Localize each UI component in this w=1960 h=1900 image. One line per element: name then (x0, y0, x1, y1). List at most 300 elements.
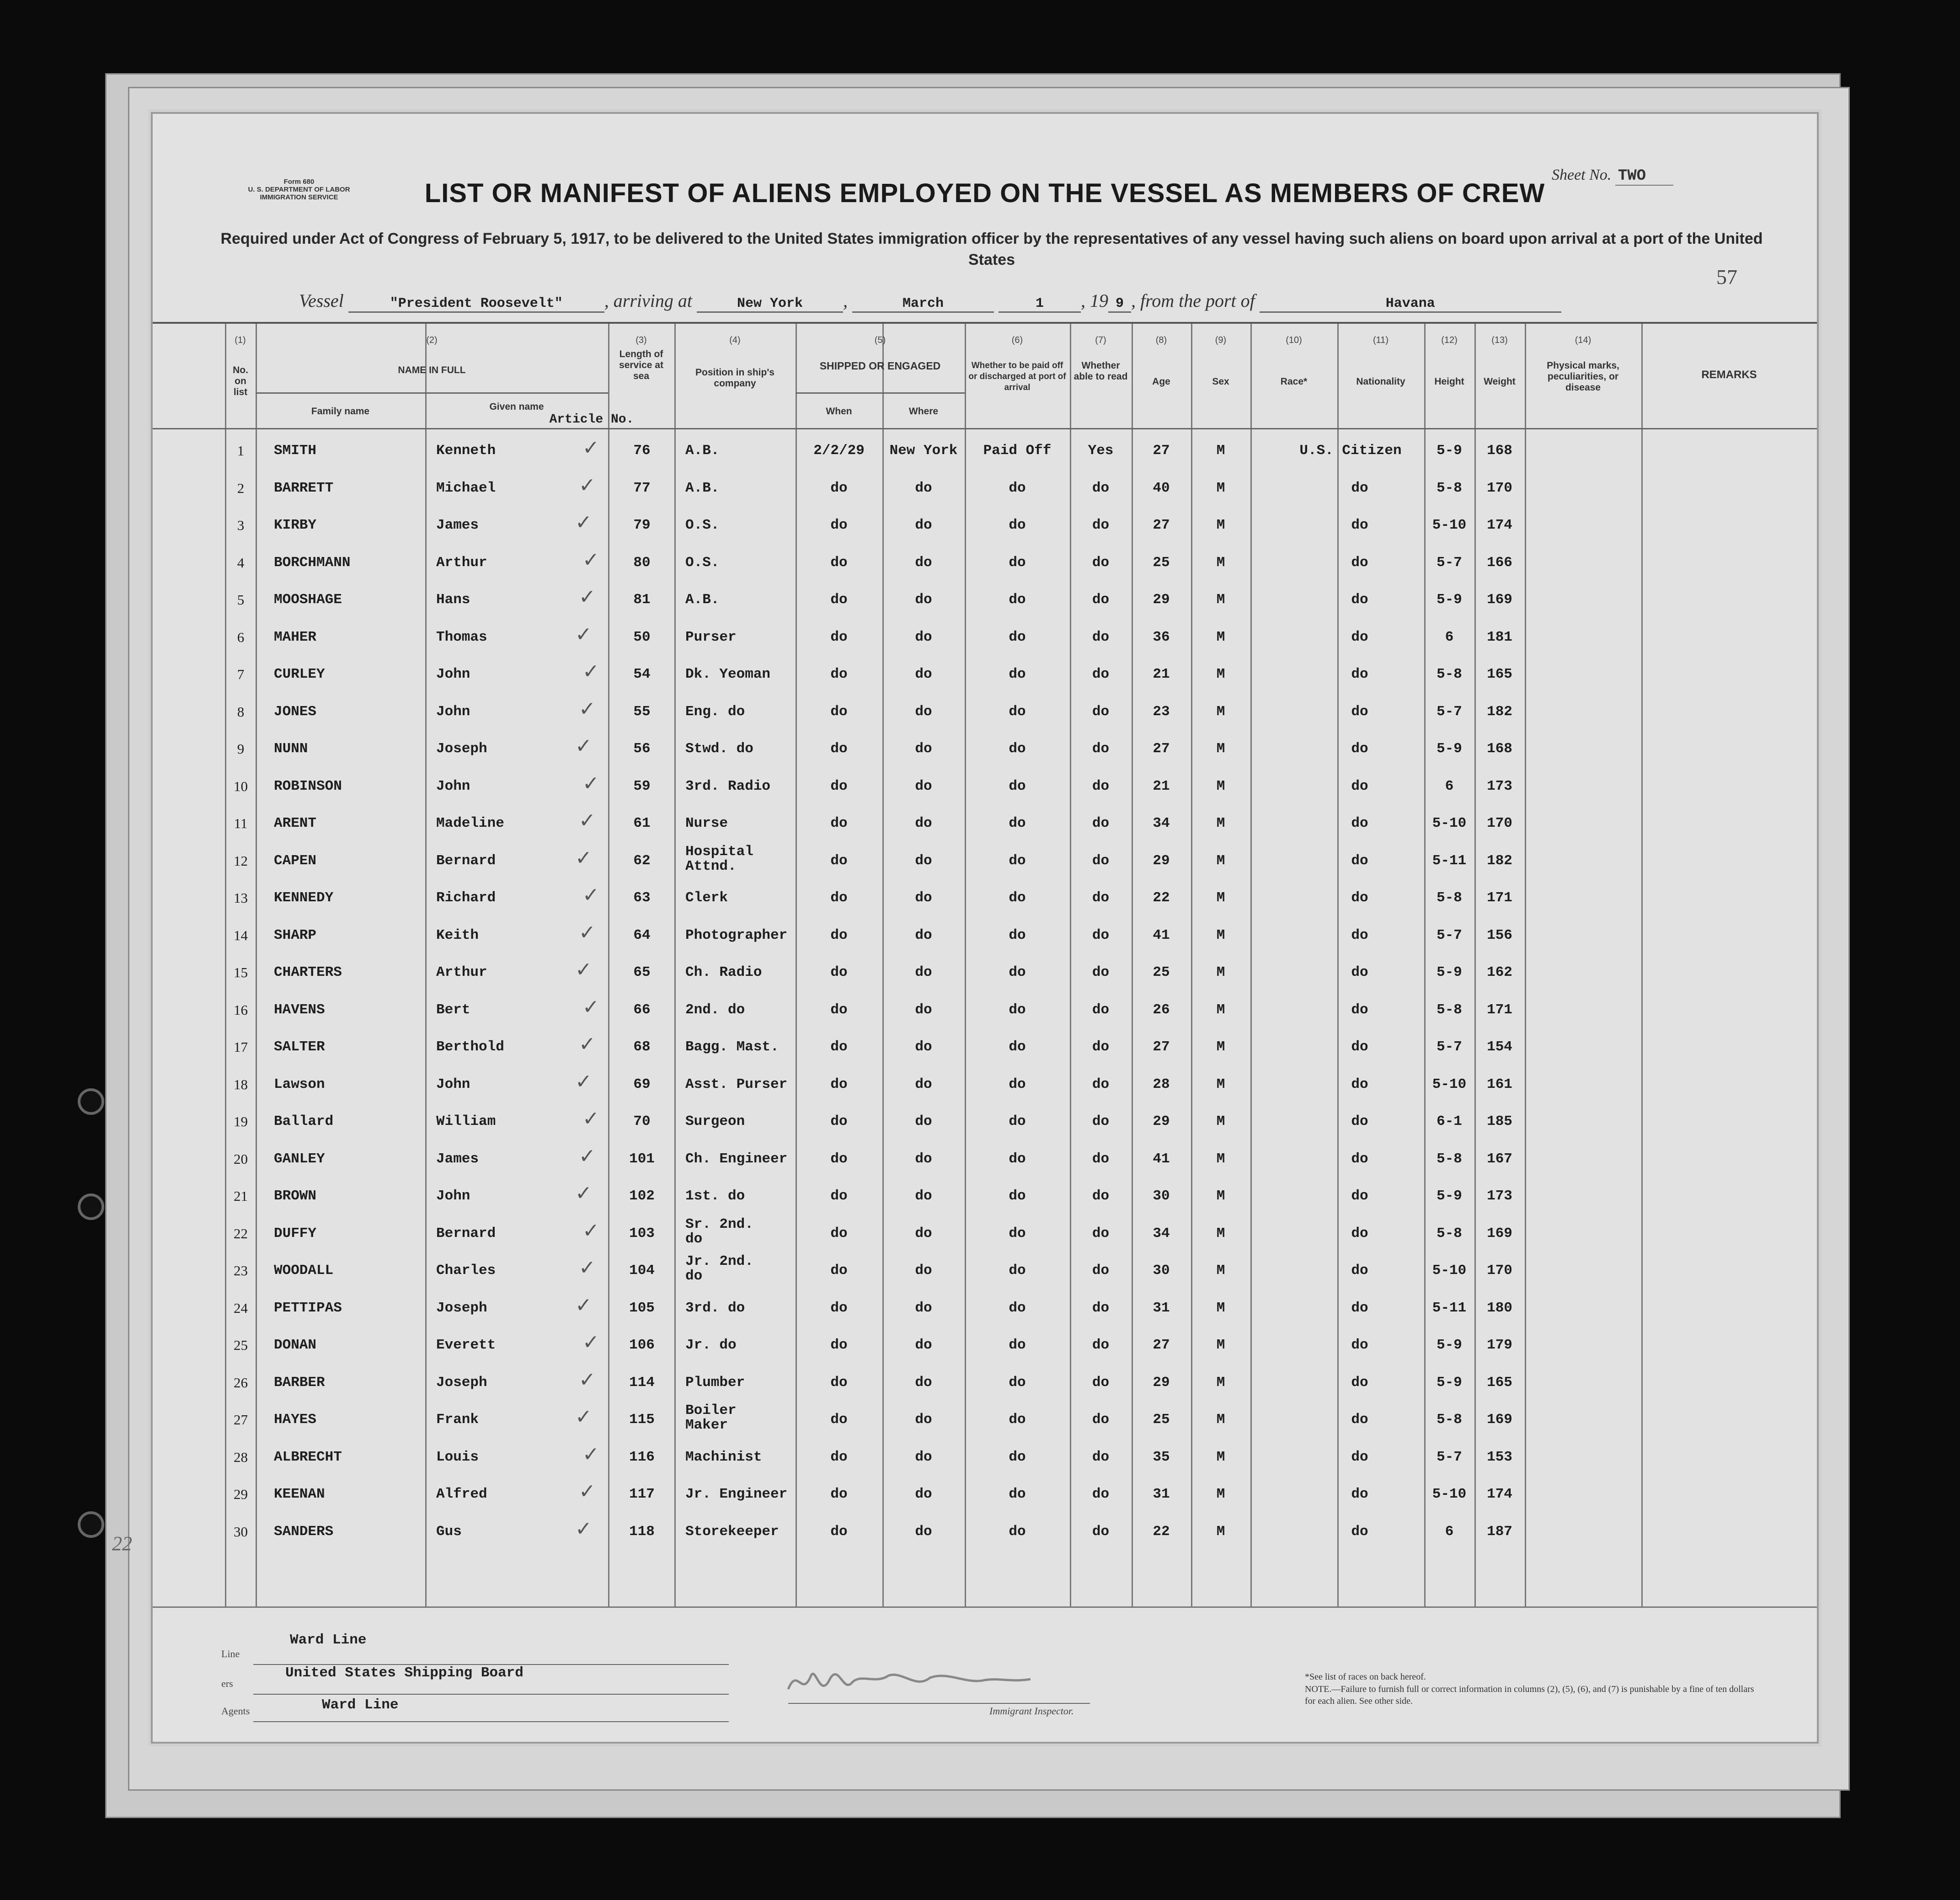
form-number: Form 680 (283, 178, 315, 186)
cell-height: 5-10 (1432, 517, 1467, 533)
cell-height: 5-9 (1437, 1188, 1462, 1204)
cell-where: do (915, 1523, 932, 1540)
cell-sex: M (1216, 554, 1225, 571)
cell-family: BARRETT (274, 480, 334, 496)
cell-height: 5-9 (1437, 443, 1462, 459)
cell-position: Jr. do (685, 1337, 737, 1353)
check-mark-icon: ✓ (575, 1182, 592, 1204)
cell-read: do (1092, 1449, 1110, 1465)
cell-read: do (1092, 629, 1110, 645)
cell-service: 114 (629, 1374, 655, 1391)
cell-where: do (915, 927, 932, 943)
col-num-12: (12) (1441, 335, 1458, 345)
check-mark-icon: ✓ (575, 623, 592, 646)
cell-no: 27 (234, 1412, 248, 1428)
cell-paid: do (1009, 1225, 1026, 1242)
cell-service: 117 (629, 1486, 655, 1502)
cell-read: do (1092, 1076, 1110, 1092)
cell-position: Purser (685, 629, 737, 645)
cell-when: do (830, 666, 848, 682)
cell-no: 23 (234, 1263, 248, 1279)
col-header-paid-off: Whether to be paid off or discharged at port of arrival (968, 361, 1066, 392)
check-mark-icon: ✓ (582, 548, 599, 571)
cell-when: do (830, 1374, 848, 1391)
cell-position: 3rd. Radio (685, 778, 771, 794)
cell-position: Jr. 2nd. do (685, 1253, 753, 1284)
cell-race: U.S. Citizen (1299, 443, 1402, 459)
cell-paid: do (1009, 592, 1026, 608)
cell-weight: 173 (1487, 778, 1512, 794)
table-row (153, 695, 1817, 732)
department-name: U. S. DEPARTMENT OF LABOR (248, 186, 350, 193)
cell-no: 3 (237, 517, 245, 533)
cell-where: do (915, 1486, 932, 1502)
cell-service: 77 (633, 480, 651, 496)
cell-paid: do (1009, 629, 1026, 645)
cell-read: do (1092, 703, 1110, 720)
col-header-age: Age (1152, 376, 1170, 387)
cell-given: Arthur (436, 554, 487, 571)
cell-position: Machinist (685, 1449, 762, 1465)
cell-read: do (1092, 517, 1110, 533)
cell-read: do (1092, 1188, 1110, 1204)
arrival-day: 1 (999, 296, 1081, 313)
cell-weight: 170 (1487, 1263, 1512, 1279)
cell-where: do (915, 592, 932, 608)
cell-family: BORCHMANN (274, 554, 351, 571)
col-num-1: (1) (235, 335, 246, 345)
cell-no: 30 (234, 1523, 248, 1540)
cell-given: Madeline (436, 815, 504, 831)
cell-given: Frank (436, 1412, 479, 1428)
cell-paid: do (1009, 517, 1026, 533)
cell-service: 69 (633, 1076, 651, 1092)
cell-given: Berthold (436, 1039, 504, 1055)
cell-paid: do (1009, 1337, 1026, 1353)
check-mark-icon: ✓ (582, 1108, 599, 1130)
cell-given: Joseph (436, 1374, 487, 1391)
cell-weight: 168 (1487, 741, 1512, 757)
cell-weight: 179 (1487, 1337, 1512, 1353)
cell-no: 24 (234, 1300, 248, 1316)
cell-when: do (830, 1263, 848, 1279)
cell-position: Asst. Purser (685, 1076, 788, 1092)
table-row (153, 1365, 1817, 1403)
cell-given: Keith (436, 927, 479, 943)
cell-service: 116 (629, 1449, 655, 1465)
cell-sex: M (1216, 1412, 1225, 1428)
cell-height: 5-9 (1437, 964, 1462, 980)
cell-weight: 165 (1487, 666, 1512, 682)
cell-race: do (1351, 1486, 1368, 1502)
cell-when: do (830, 592, 848, 608)
cell-position: Storekeeper (685, 1523, 779, 1540)
cell-service: 54 (633, 666, 651, 682)
cell-age: 27 (1153, 1337, 1170, 1353)
table-row (153, 732, 1817, 769)
col-num-5: (5) (874, 335, 886, 345)
page-number: 57 (1716, 265, 1737, 289)
cell-family: ARENT (274, 815, 317, 831)
cell-family: HAVENS (274, 1001, 325, 1018)
cell-no: 22 (234, 1225, 248, 1242)
punch-hole (78, 1088, 104, 1115)
cell-height: 6-1 (1437, 1113, 1462, 1129)
check-mark-icon: ✓ (579, 1033, 596, 1055)
cell-service: 50 (633, 629, 651, 645)
cell-family: CAPEN (274, 852, 317, 869)
col-num-10: (10) (1286, 335, 1302, 345)
cell-age: 23 (1153, 703, 1170, 720)
cell-weight: 171 (1487, 1001, 1512, 1018)
cell-weight: 180 (1487, 1300, 1512, 1316)
check-mark-icon: ✓ (575, 846, 592, 869)
cell-read: do (1092, 852, 1110, 869)
cell-age: 29 (1153, 592, 1170, 608)
cell-given: Bert (436, 1001, 470, 1018)
col-header-race: Race* (1280, 376, 1308, 387)
cell-read: do (1092, 1113, 1110, 1129)
cell-paid: do (1009, 1523, 1026, 1540)
punch-hole (78, 1511, 104, 1538)
cell-sex: M (1216, 1449, 1225, 1465)
cell-family: ROBINSON (274, 778, 342, 794)
cell-service: 61 (633, 815, 651, 831)
col-num-8: (8) (1155, 335, 1167, 345)
cell-paid: do (1009, 964, 1026, 980)
cell-service: 64 (633, 927, 651, 943)
table-row (153, 583, 1817, 620)
cell-given: Bernard (436, 852, 496, 869)
check-mark-icon: ✓ (582, 1219, 599, 1242)
table-row (153, 1515, 1817, 1552)
cell-service: 70 (633, 1113, 651, 1129)
cell-age: 35 (1153, 1449, 1170, 1465)
cell-height: 5-7 (1437, 554, 1462, 571)
cell-race: do (1351, 703, 1368, 720)
cell-sex: M (1216, 703, 1225, 720)
cell-given: James (436, 517, 479, 533)
cell-paid: do (1009, 1263, 1026, 1279)
article-number-label: Article No. (549, 412, 634, 427)
cell-given: John (436, 1076, 470, 1092)
cell-no: 10 (234, 778, 248, 794)
cell-service: 63 (633, 890, 651, 906)
cell-no: 18 (234, 1076, 248, 1092)
cell-where: do (915, 1337, 932, 1353)
cell-paid: do (1009, 1300, 1026, 1316)
cell-race: do (1351, 666, 1368, 682)
cell-where: do (915, 1001, 932, 1018)
table-row (153, 546, 1817, 583)
cell-position: 1st. do (685, 1188, 745, 1204)
cell-sex: M (1216, 666, 1225, 682)
cell-read: do (1092, 1300, 1110, 1316)
cell-given: William (436, 1113, 496, 1129)
cell-service: 118 (629, 1523, 655, 1540)
cell-read: do (1092, 890, 1110, 906)
cell-service: 66 (633, 1001, 651, 1018)
cell-race: do (1351, 741, 1368, 757)
vessel-line: Vessel "President Roosevelt" , arriving at New York , March 1 , 19 9 , from the port of Havana (299, 290, 1561, 313)
cell-weight: 169 (1487, 1225, 1512, 1242)
cell-when: do (830, 1523, 848, 1540)
cell-given: Hans (436, 592, 470, 608)
cell-given: Kenneth (436, 443, 496, 459)
cell-no: 5 (237, 592, 245, 608)
cell-race: do (1351, 1449, 1368, 1465)
cell-given: Michael (436, 480, 496, 496)
cell-no: 2 (237, 480, 245, 496)
cell-family: KIRBY (274, 517, 317, 533)
cell-sex: M (1216, 1188, 1225, 1204)
cell-height: 6 (1445, 778, 1454, 794)
cell-weight: 167 (1487, 1151, 1512, 1167)
cell-weight: 181 (1487, 629, 1512, 645)
cell-read: do (1092, 815, 1110, 831)
cell-race: do (1351, 964, 1368, 980)
year-suffix: 9 (1108, 296, 1131, 313)
owners-value: United States Shipping Board (285, 1665, 523, 1681)
col-header-family: Family name (311, 406, 370, 417)
cell-where: do (915, 852, 932, 869)
cell-paid: do (1009, 480, 1026, 496)
cell-sex: M (1216, 1225, 1225, 1242)
cell-where: do (915, 1263, 932, 1279)
cell-where: do (915, 815, 932, 831)
vessel-name: "President Roosevelt" (348, 296, 604, 313)
year-prefix: 19 (1090, 290, 1108, 311)
col-num-11: (11) (1373, 335, 1389, 345)
cell-height: 5-7 (1437, 1449, 1462, 1465)
cell-given: Alfred (436, 1486, 487, 1502)
cell-race: do (1351, 1001, 1368, 1018)
cell-read: do (1092, 1001, 1110, 1018)
cell-no: 26 (234, 1374, 248, 1391)
cell-when: do (830, 1337, 848, 1353)
cell-race: do (1351, 629, 1368, 645)
cell-service: 79 (633, 517, 651, 533)
manifest-sheet (151, 112, 1819, 1744)
cell-weight: 166 (1487, 554, 1512, 571)
cell-service: 102 (629, 1188, 655, 1204)
cell-given: Louis (436, 1449, 479, 1465)
cell-sex: M (1216, 890, 1225, 906)
cell-no: 20 (234, 1151, 248, 1167)
check-mark-icon: ✓ (575, 1406, 592, 1428)
cell-race: do (1351, 1374, 1368, 1391)
cell-position: 3rd. do (685, 1300, 745, 1316)
cell-where: do (915, 1412, 932, 1428)
cell-service: 56 (633, 741, 651, 757)
cell-family: JONES (274, 703, 317, 720)
cell-height: 5-9 (1437, 592, 1462, 608)
cell-race: do (1351, 1188, 1368, 1204)
cell-weight: 174 (1487, 517, 1512, 533)
col-header-where: Where (908, 406, 939, 417)
check-mark-icon: ✓ (579, 586, 596, 608)
cell-weight: 171 (1487, 890, 1512, 906)
cell-read: do (1092, 927, 1110, 943)
cell-sex: M (1216, 1151, 1225, 1167)
cell-no: 7 (237, 666, 245, 682)
cell-height: 6 (1445, 1523, 1454, 1540)
check-mark-icon: ✓ (579, 474, 596, 497)
cell-family: CHARTERS (274, 964, 342, 980)
cell-race: do (1351, 592, 1368, 608)
cell-sex: M (1216, 927, 1225, 943)
cell-sex: M (1216, 1486, 1225, 1502)
cell-position: A.B. (685, 443, 720, 459)
table-row (153, 1328, 1817, 1365)
cell-height: 5-8 (1437, 890, 1462, 906)
cell-height: 5-10 (1432, 1486, 1467, 1502)
cell-service: 106 (629, 1337, 655, 1353)
cell-when: do (830, 554, 848, 571)
table-row (153, 1402, 1817, 1440)
cell-age: 30 (1153, 1188, 1170, 1204)
cell-position: A.B. (685, 480, 720, 496)
cell-age: 21 (1153, 778, 1170, 794)
cell-when: do (830, 1188, 848, 1204)
cell-where: do (915, 964, 932, 980)
cell-race: do (1351, 778, 1368, 794)
col-num-14: (14) (1575, 335, 1591, 345)
cell-sex: M (1216, 592, 1225, 608)
cell-when: do (830, 815, 848, 831)
table-row (153, 1104, 1817, 1142)
agents-label: Agents (221, 1705, 250, 1717)
cell-no: 13 (234, 890, 248, 906)
cell-no: 29 (234, 1486, 248, 1502)
cell-height: 5-7 (1437, 703, 1462, 720)
cell-where: do (915, 517, 932, 533)
cell-family: Lawson (274, 1076, 325, 1092)
cell-when: do (830, 890, 848, 906)
col-header-height: Height (1434, 376, 1464, 387)
cell-family: KEENAN (274, 1486, 325, 1502)
table-row (153, 1179, 1817, 1216)
cell-where: do (915, 778, 932, 794)
col-header-shipped: SHIPPED OR ENGAGED (819, 360, 941, 372)
cell-height: 5-7 (1437, 927, 1462, 943)
cell-height: 5-8 (1437, 1001, 1462, 1018)
table-row (153, 918, 1817, 956)
check-mark-icon: ✓ (575, 1517, 592, 1540)
cell-service: 115 (629, 1412, 655, 1428)
cell-read: do (1092, 1225, 1110, 1242)
cell-no: 21 (234, 1188, 248, 1204)
cell-paid: do (1009, 1449, 1026, 1465)
cell-where: do (915, 1225, 932, 1242)
check-mark-icon: ✓ (575, 511, 592, 534)
cell-where: do (915, 666, 932, 682)
cell-sex: M (1216, 1374, 1225, 1391)
cell-sex: M (1216, 1039, 1225, 1055)
cell-age: 30 (1153, 1263, 1170, 1279)
cell-sex: M (1216, 517, 1225, 533)
table-row (153, 657, 1817, 695)
cell-read: do (1092, 1263, 1110, 1279)
cell-weight: 154 (1487, 1039, 1512, 1055)
cell-weight: 169 (1487, 592, 1512, 608)
cell-where: do (915, 554, 932, 571)
col-header-remarks: REMARKS (1701, 369, 1757, 381)
cell-family: SALTER (274, 1039, 325, 1055)
col-header-position: Position in ship's company (695, 367, 774, 389)
cell-age: 25 (1153, 1412, 1170, 1428)
cell-race: do (1351, 480, 1368, 496)
cell-sex: M (1216, 1001, 1225, 1018)
cell-family: WOODALL (274, 1263, 334, 1279)
cell-read: do (1092, 778, 1110, 794)
cell-paid: do (1009, 666, 1026, 682)
cell-height: 5-9 (1437, 1374, 1462, 1391)
cell-given: Bernard (436, 1225, 496, 1242)
cell-age: 36 (1153, 629, 1170, 645)
col-header-weight: Weight (1484, 376, 1516, 387)
cell-weight: 173 (1487, 1188, 1512, 1204)
inspector-label: Immigrant Inspector. (989, 1705, 1074, 1717)
cell-read: do (1092, 666, 1110, 682)
cell-paid: do (1009, 1412, 1026, 1428)
cell-race: do (1351, 1523, 1368, 1540)
cell-when: do (830, 1001, 848, 1018)
cell-age: 41 (1153, 927, 1170, 943)
line-label: Line (221, 1648, 240, 1659)
check-mark-icon: ✓ (579, 921, 596, 944)
cell-position: Dk. Yeoman (685, 666, 771, 682)
cell-where: do (915, 1300, 932, 1316)
cell-where: do (915, 890, 932, 906)
departure-port: Havana (1260, 296, 1561, 313)
cell-no: 4 (237, 554, 245, 571)
cell-where: do (915, 1151, 932, 1167)
cell-position: Ch. Radio (685, 964, 762, 980)
cell-height: 5-8 (1437, 1412, 1462, 1428)
cell-age: 27 (1153, 1039, 1170, 1055)
cell-family: DUFFY (274, 1225, 317, 1242)
cell-no: 9 (237, 741, 245, 757)
cell-read: do (1092, 964, 1110, 980)
cell-where: do (915, 1374, 932, 1391)
cell-when: do (830, 1113, 848, 1129)
col-header-service: Length of service at sea (619, 349, 663, 381)
cell-family: NUNN (274, 741, 308, 757)
cell-service: 59 (633, 778, 651, 794)
cell-family: KENNEDY (274, 890, 334, 906)
cell-sex: M (1216, 778, 1225, 794)
cell-age: 25 (1153, 554, 1170, 571)
check-mark-icon: ✓ (579, 1145, 596, 1167)
cell-paid: do (1009, 1113, 1026, 1129)
cell-read: do (1092, 741, 1110, 757)
cell-weight: 153 (1487, 1449, 1512, 1465)
check-mark-icon: ✓ (582, 1443, 599, 1466)
cell-race: do (1351, 1039, 1368, 1055)
cell-when: do (830, 964, 848, 980)
col-num-6: (6) (1011, 335, 1023, 345)
check-mark-icon: ✓ (579, 697, 596, 720)
cell-age: 21 (1153, 666, 1170, 682)
cell-given: Richard (436, 890, 496, 906)
cell-read: do (1092, 1523, 1110, 1540)
col-num-13: (13) (1491, 335, 1508, 345)
line-value: Ward Line (290, 1632, 367, 1648)
cell-paid: do (1009, 1001, 1026, 1018)
cell-read: do (1092, 554, 1110, 571)
cell-height: 5-11 (1432, 852, 1467, 869)
